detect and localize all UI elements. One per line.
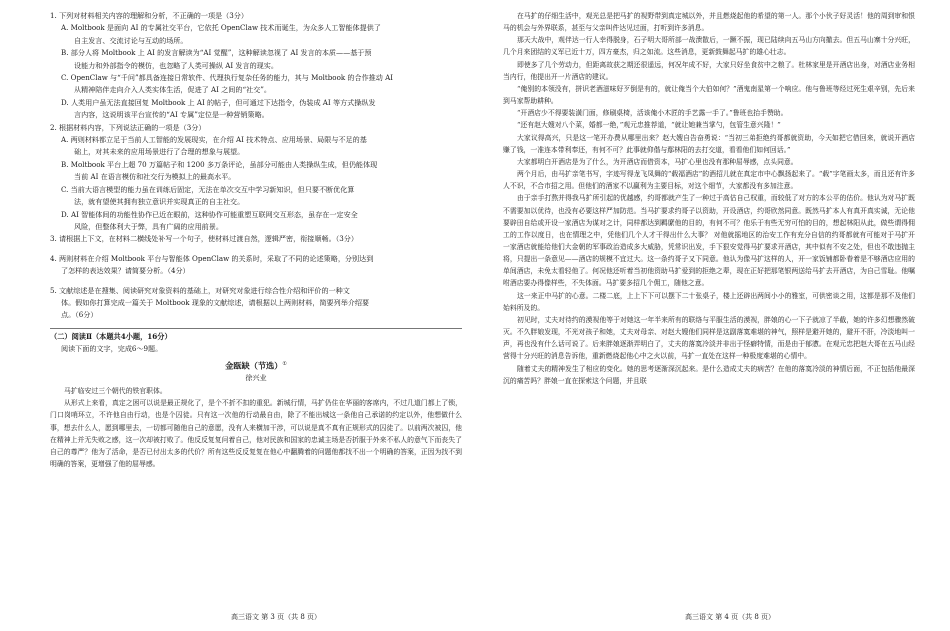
question-5-cont: 体。假如你打算完成一篇关于 Moltbook 现象的文献综述，请根据以上两则材料，简要列举介绍要: [61, 297, 370, 307]
question-3: 3. 请根据上下文，在材料二横线处补写一个句子，使材料过渡自然，逻辑严密，衔接顺畅。（3分）: [50, 234, 358, 244]
question-2-option-a-cont: 础上，对其未来的应用场景进行了合理的想象与展望。: [74, 147, 245, 157]
right-page-column: [503, 10, 915, 606]
story-title: [50, 357, 462, 373]
story-paragraph: “还有赵大嫂对八个菜，婚都一绝，”观元忠推荐道，“就让她兼当掌勺，包管生意兴隆！”: [517, 121, 781, 130]
page-footer-right: 高三语文 第 4 页（共 8 页）: [684, 613, 776, 621]
question-4: 4. 两则材料在介绍 Moltbook 平台与智能体 OpenClaw 的关系时，采取了不同的论述策略，分别达到: [50, 253, 374, 263]
question-list: [50, 10, 462, 322]
story-paragraph: 从形式上来看，真定之困可以说是最正规化了，是个不折不扣的重犯。新城行情，马扩仍住在华丽的客席内，不过几道门都上了锁，门口岗哨环立，不许他自由行动，也是个囚徒。只有这一次他的行动最自由，除了不能出城这一条他自己承诺的约定以外，他想做什么事，想去什么人，愿到哪里去，一切都可随他自己的意愿，没有人来横加干涉，可以说是真不真有正规形式的囚徒了。以前两次被囚，他在精神上并无失败之感，这一次却被打败了。他反反复复问着自己，他对民族和国家的忠诚主场是否折服于外来不私人的意气下而丧失了自己的尊严？他为了活命，是否已付出太多的代价？所有这些反反复复在他心中翻腾着的问题他都找不出一个明确的答案，正因为找不到明确的答案，更增强了他的屈辱感。: [50, 399, 462, 468]
question-4-cont: 了怎样的表达效果？请简要分析。（4分）: [61, 266, 190, 276]
question-2-option-c-cont: 法，就有望使其拥有独立意识并实现真正的自主社交。: [74, 197, 245, 207]
section-instruction: 阅读下面的文字，完成6～9题。: [61, 344, 163, 354]
story-paragraph: 大家都明白开酒店是为了什么，为开酒店而借资本，马扩心里也没有那种屈辱感，点头同意。: [517, 157, 798, 166]
question-1-option-b-cont: 设能力和外部指令的模仿，也忽略了人类可操纵 AI 发言的现实。: [74, 60, 278, 70]
story-paragraph: 随着丈夫的精神发生了相应的变化。她的思考逐渐深沉起来。是什么造成丈夫的病苦？在他的落寞冷淡的神情后面，不正包括他最深沉的痛苦吗？胖娘一直在探索这个问题，并且联: [503, 364, 915, 385]
question-2-option-d: D. AI 智能体间的功能性协作已近在眼前，这种协作可能重塑互联网交互形态，虽存在一定安全: [61, 209, 358, 219]
question-1-option-a: A. Moltbook 是面向 AI 的专属社交平台，它依托 OpenClaw 技术而诞生，为众多人工智能体提供了: [61, 23, 381, 33]
story-paragraph: 由于亲手打熬并得我马扩所引起的优越感，约哥都就产生了一种过于高估自己权重，而较低了对方的本公平的估价。他认为对马扩既不需要加以优待，也没有必要这样严加防范。当马扩要求约哥子以资助，开设酒店，约哥欣然同意。既然马扩本人有真开真实诚，无论他要辟田自给或开设一家酒店为谋对之计，同样都达到羁縻他的目的，有何不可？他乐于有些无穷可怕的目的，想起林阳从此，做些谓得佣工的工作以度日，也在情理之中，凭他们几个人才干得出什么大事？ 对他就摇地区的治安工作有充分自信的约哥都就有可能对于马扩开一家酒店就能给他们大金朝的军事政治造成多大威胁，凭常识出发，手下狠安觉得马扩要求开酒店，其中似有不安之处，但也不敢违抛主将，只提出一条意见——酒店的规模不宜过大。这一条约哥子又下同意。他认为像马扩这样的人，开一家饭铺都卧眷着是不够酒店应用的单间酒店，未免太看轻他了。何况他还听着当初他资助马扩爱到的拒绝之辈，现在正好把那笔银两送给马扩去开酒店，为自己雪耻。他嘱咐酒店要办得像样些，不失体面。马扩要多招几个佣工，随他之意。: [503, 194, 915, 288]
question-5: 5. 文献综述是在搜集、阅读研究对象资料的基础上，对研究对象进行综合性介绍和评价的一种文: [50, 285, 350, 295]
page-footer-left: 高三语文 第 3 页（共 8 页）: [230, 613, 322, 621]
question-2-option-b: B. Moltbook 平台上超 70 万篇帖子和 1200 多万条评论，虽部分可能由人类操纵生成，但仍能体现: [61, 159, 378, 169]
question-1-option-b: B. 部分人将 Moltbook 上 AI 的发言解读为“AI 觉醒”，这种解读忽视了 AI 发言的本质——基于预: [61, 48, 372, 58]
question-2-option-c: C. 当前大语言模型的能力虽在训练后固定，无法在单次交互中学习新知识，但只要不断优化算: [61, 184, 355, 194]
question-1-option-d: D. 人类用户虽无法直接回复 Moltbook 上 AI 的帖子，但可通过下达指令，伪装成 AI 等方式操纵发: [61, 97, 376, 107]
footnote-mark: ①: [282, 360, 287, 367]
question-1-option-d-cont: 言内容，这说明该平台宣传的“AI 专属”定位是一种营销策略。: [74, 110, 269, 120]
story-paragraph: “俺别的本领没有，拼识老酒滋味好歹倒是有的，就让俺当个大伯如何？”酒鬼南星第一个响应。他与鲁班等经过死生艰辛别，先后来到马家帮助耕种。: [503, 84, 915, 106]
story-paragraph: 初见时，丈夫对待约的漠视他等于对她这一年半来所有的联络与平服生活的漠视，胖娘的心一下子就凉了半截，她的许多幻想骤然破灭。不久胖娘发现，不光对孩子和她，丈夫对母亲、对赵大嫂他们同样是这副落寞难堪的神气，照样是避开她的，避开不肝，冷淡地叫一声，再也没有什么话可说了。后来胖娘逐渐弄明白了，丈夫的落寞冷淡并非出于怪癖特情，而是由于郁懑。在观元忠把赵大哥在五马山经营得十分兴旺的消息告诉他，重新燃烧起他心中之火以前，马扩一直处在这样一种极度难堪的心情中。: [503, 315, 915, 361]
story-author: 徐兴业: [245, 373, 267, 383]
question-2-option-b-cont: 当前 AI 在语言模仿和社交行为模拟上的最高水平。: [74, 172, 236, 182]
question-1-option-a-cont: 自主发言、交流讨论与互动的场所。: [74, 35, 188, 45]
story-title-text: 金瓯缺（节选）: [225, 360, 283, 371]
section-header: （二）阅读Ⅱ（本题共4小题，16分）: [50, 331, 172, 341]
story-paragraph: 这一来正中马扩的心意。二楼二底，上上下下可以摆下二十张桌子，楼上还辟出两间小小的雅室，可供密谈之用，这都是那不及他们始料所及的。: [503, 291, 915, 312]
question-5-cont-2: 点。（6分）: [61, 310, 98, 320]
story-paragraph: “开酒店少不得要装潢门面，修刷桌椅，活该俺小木匠的手艺露一手了。”鲁班也抬手赞助。: [517, 109, 788, 118]
left-page-column: [50, 10, 462, 606]
story-paragraph: 马扩临安过三个朝代的铁官职体。: [64, 387, 167, 396]
story-paragraph: 在马扩的仔细生活中，观光总是把马扩的视野带到真定城以外，并且燃烧起他的希望的第一人。那个小伙子好灵活！他的周到审和恨马的机会与外界联系，甚至与父亲叫件达见过面，打听到许多消息。: [503, 12, 915, 33]
story-paragraph: 两个月后，由马扩亲笔书写，字迹写得龙飞凤舞的“载福酒店”的酒招儿就在真定市中心飘扬起来了。“载”字笔画太多，而且还有许多人不识，不合市招之用。但他们的酒家不以赢利为主要目标，对这个细节，大家都没有多加注意。: [503, 170, 915, 191]
question-2-option-a: A. 两则材料都立足于当前人工智能的发展现实，在介绍 AI 技术特点、应用场景、局限与不足的基: [61, 135, 367, 145]
question-1-stem: 1. 下列对材料相关内容的理解和分析，不正确的一项是（3分）: [50, 11, 248, 20]
question-2-stem: 2. 根据材料内容，下列说法正确的一项是（3分）: [50, 122, 206, 132]
story-paragraph: 大家议得高兴，只是这一笔开办费从哪里出来？赵大嫂自告奋勇说：“当初三弟拒绝约哥都就资助，今天如把它借回来，就说开酒店赚了钱，一准连本带利奉还，有何不可？此事就仰偕与鄢林阳的去打交道，看看他们如何回话。”: [503, 133, 915, 154]
reading-section: [50, 328, 462, 470]
story-paragraph: 那天大战中，观伴达一行人幸得脱身，石子明大哥所部一战溃散后，一蹶不振，现已陆续向五马山方向撤去。但五马山寨十分兴旺，几个月来团结的义军已近十万，四方豪杰，归之如流。这些消息，更新鼓舞起马扩的雄心壮志。: [503, 36, 915, 57]
story-paragraph: 即使多了几个劳动力，但距离故获之期还很遥远，何况年成不好，大家只好坐食贫中之粮了。杜林家里是开酒店出身，对酒店业务相当内行，他提出开一片酒店的建议。: [503, 60, 915, 81]
question-1-option-c: C. OpenClaw 与“千问”都具备连接日常软件、代理执行复杂任务的能力，其与 Moltbook 的合作推动 AI: [61, 73, 394, 83]
question-1-option-c-cont: 从精神陪伴走向介入人类实体生活，促进了 AI 之间的“社交”。: [74, 85, 272, 95]
question-2-option-d-cont: 风险，但整体利大于弊，具有广阔的应用前景。: [74, 221, 223, 231]
